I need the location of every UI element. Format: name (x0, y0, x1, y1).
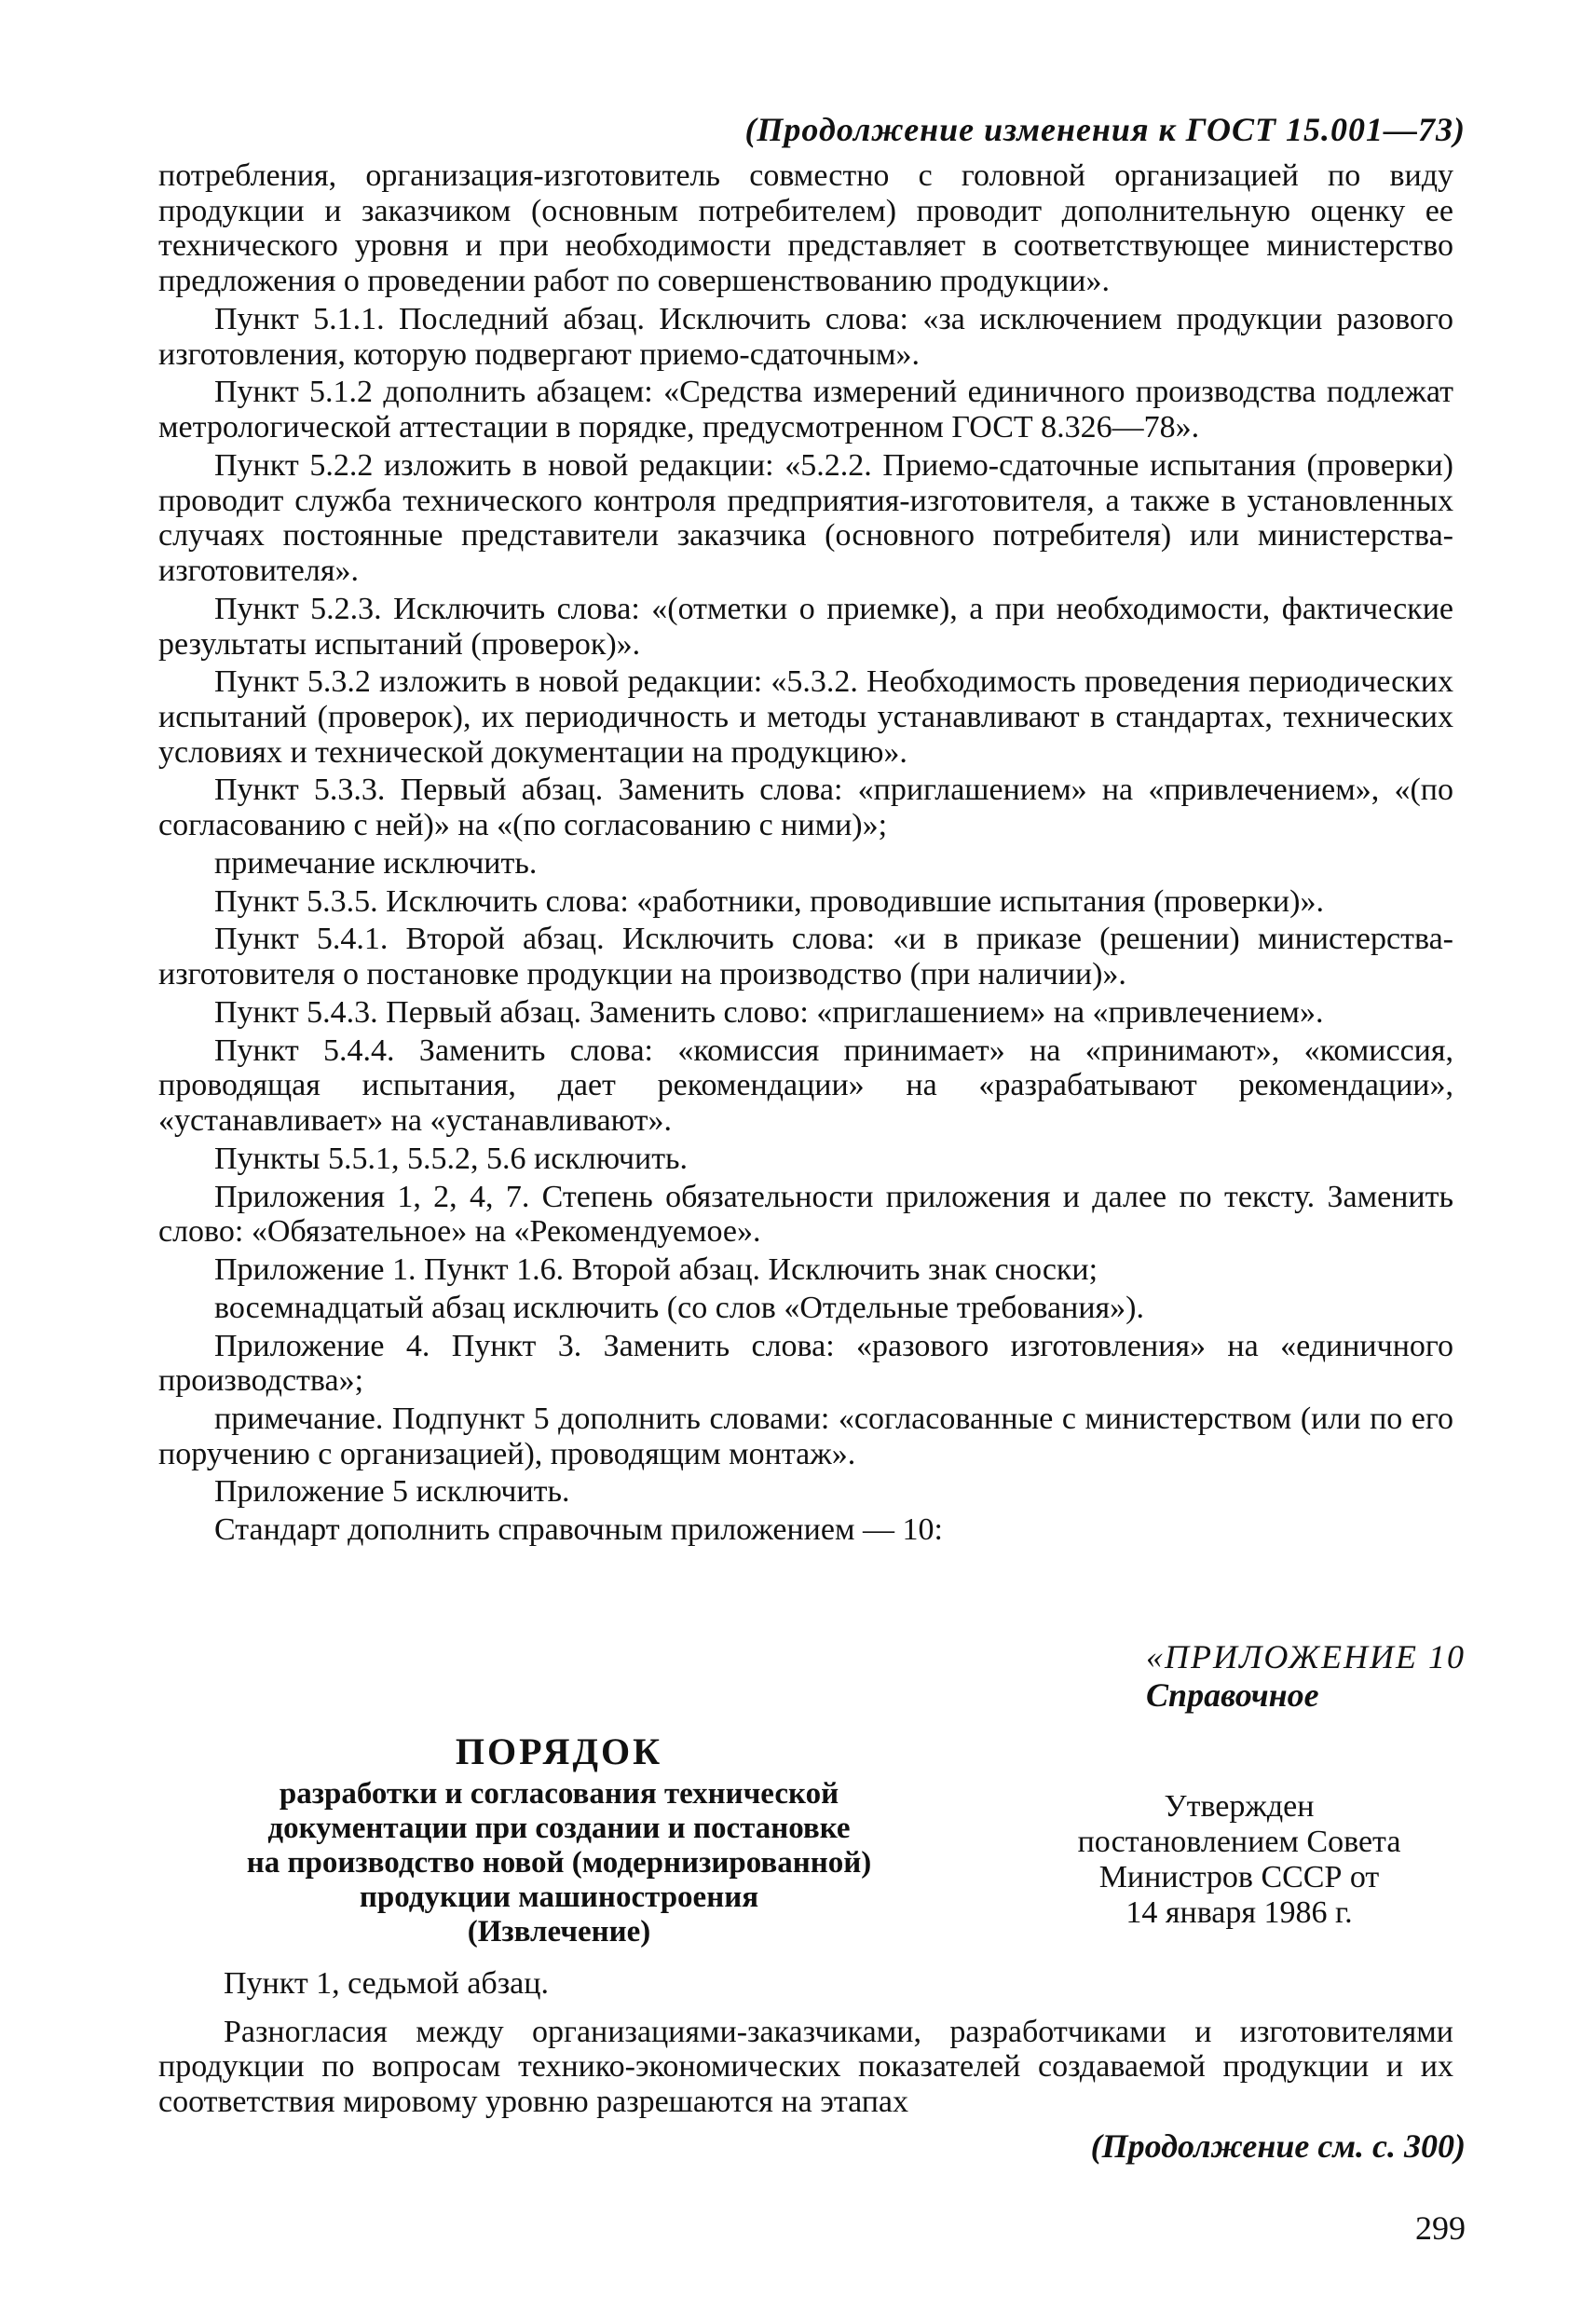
paragraph: Стандарт дополнить справочным приложением — 10: (214, 1512, 943, 1548)
approval-line: Министров СССР от (1098, 1860, 1380, 1895)
approval-note (1044, 1789, 1435, 1931)
clause-reference: Пункт 1, седьмой абзац. (224, 1966, 549, 2001)
paragraph: Пункт 5.3.5. Исключить слова: «работники, проводившие испытания (проверки)». (214, 883, 1324, 919)
paragraph: Приложение 5 исключить. (214, 1474, 570, 1510)
paragraph: Пункт 5.3.2 изложить в новой редакции: «5.3.2. Необходимость проведения периодических испытаний (проверок), их периодичность и методы устанавливают в стандартах, технических условиях и технической документации на продукцию». (158, 664, 1453, 770)
continuation-header: (Продолжение изменения к ГОСТ 15.001—73) (744, 111, 1466, 148)
paragraph: Приложение 4. Пункт 3. Заменить слова: «разового изготовления» на «единичного производства»; (158, 1328, 1453, 1399)
procedure-heading (158, 1731, 960, 1949)
procedure-title: ПОРЯДОК (455, 1730, 663, 1772)
appendix-kind: Справочное (1146, 1676, 1319, 1715)
paragraph: Пункт 5.3.3. Первый абзац. Заменить слова: «приглашением» на «привлечением», «(по согласованию с ней)» на «(по согласованию с ними)»; (158, 773, 1453, 843)
paragraph: Разногласия между организациями-заказчиками, разработчиками и изготовителями продукции по вопросам технико-экономических показателей создаваемой продукции и их соответствия мировому уровню разрешаются на этапах (158, 2014, 1453, 2120)
continuation-footer: (Продолжение см. с. 300) (1090, 2127, 1466, 2165)
approval-line: Утвержден (1164, 1789, 1315, 1824)
paragraph: Пункт 5.2.3. Исключить слова: «(отметки о приемке), а при необходимости, фактические результаты испытаний (проверок)». (158, 591, 1453, 662)
procedure-subtitle-line: документации при создании и постановке (267, 1811, 851, 1845)
paragraph: Пункты 5.5.1, 5.5.2, 5.6 исключить. (214, 1141, 689, 1176)
procedure-subtitle-line: на производство новой (модернизированной) (246, 1845, 872, 1880)
paragraph: Приложение 1. Пункт 1.6. Второй абзац. Исключить знак сноски; (214, 1252, 1098, 1288)
procedure-subtitle-line: продукции машиностроения (359, 1880, 759, 1914)
procedure-subtitle-line: (Извлечение) (467, 1914, 651, 1949)
paragraph: Пункт 5.1.1. Последний абзац. Исключить слова: «за исключением продукции разового изготовления, которую подвергают приемо-сдаточным». (158, 301, 1453, 372)
paragraph: примечание. Подпункт 5 дополнить словами: «согласованные с министерством (или по его поручению с организацией), проводящим монтаж». (158, 1401, 1453, 1471)
body-text (158, 158, 1453, 1551)
paragraph: Пункт 5.1.2 дополнить абзацем: «Средства измерений единичного производства подлежат метрологической аттестации в порядке, предусмотренном ГОСТ 8.326—78». (158, 375, 1453, 445)
approval-line: 14 января 1986 г. (1125, 1895, 1353, 1931)
paragraph: восемнадцатый абзац исключить (со слов «Отдельные требования»). (214, 1290, 1145, 1325)
paragraph: Пункт 5.4.1. Второй абзац. Исключить слова: «и в приказе (решении) министерства-изготовителя о постановке продукции на производство (при наличии)». (158, 922, 1453, 992)
appendix-title: «ПРИЛОЖЕНИЕ 10 (1146, 1638, 1466, 1675)
paragraph: Пункт 5.2.2 изложить в новой редакции: «5.2.2. Приемо-сдаточные испытания (проверки) проводит служба технического контроля предприятия-изготовителя, а также в установленных случаях постоянные представители заказчика (основного потребителя) или министерства-изготовителя». (158, 447, 1453, 589)
appendix-label (1146, 1638, 1466, 1716)
paragraph: примечание исключить. (214, 845, 538, 881)
paragraph: Приложения 1, 2, 4, 7. Степень обязательности приложения и далее по тексту. Заменить слово: «Обязательное» на «Рекомендуемое». (158, 1179, 1453, 1250)
bottom-text (158, 1966, 1453, 2120)
paragraph: Пункт 5.4.4. Заменить слова: «комиссия принимает» на «принимают», «комиссия, проводящая испытания, дает рекомендации» на «разрабатывают рекомендации», «устанавливает» на «устанавливают». (158, 1032, 1453, 1139)
page-number: 299 (1415, 2209, 1466, 2247)
approval-line: постановлением Совета (1077, 1825, 1401, 1860)
paragraph: Пункт 5.4.3. Первый абзац. Заменить слово: «приглашением» на «привлечением». (214, 994, 1324, 1030)
procedure-subtitle-line: разработки и согласования технической (279, 1776, 839, 1811)
paragraph: потребления, организация-изготовитель совместно с головной организацией по виду продукции и заказчиком (основным потребителем) проводит дополнительную оценку ее технического уровня и при необходимости представляет в соответствующее министерство предложения о проведении работ по совершенствованию продукции». (158, 158, 1453, 299)
